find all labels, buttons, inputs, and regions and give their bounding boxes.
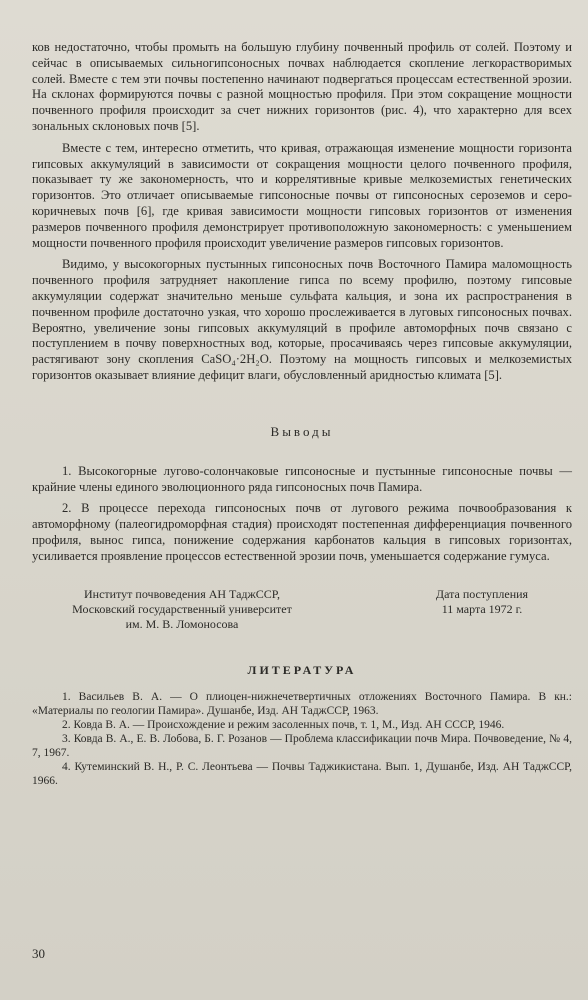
institution-line-2: Московский государственный университет: [72, 601, 292, 616]
affiliation-block: [32, 587, 572, 647]
conclusion-item-2: 2. В процессе перехода гипсоносных почв от лугового режима почвообразования к автоморфному (палеогидроморфная стадия) происходят постепенная дифференциация почвенного профиля, вынос гипса, понижение содержания карбонатов кальция в гипсовых горизонтах, усиливается проявление процессов естественной эрозии почв, уменьшается содержание гумуса.: [32, 501, 572, 563]
body-paragraph-2: Вместе с тем, интересно отметить, что кривая, отражающая изменение мощности горизонта гипсовых аккумуляций в зависимости от сокращения мощности целого почвенного профиля, показывает ту же закономерность, что и коррелятивные кривые мелкоземистых генетических горизонтов. Это отличает описываемые гипсоносные почвы от гипсоносных сероземов и серо-коричневых почв [6], где кривая зависимости мощности гипсовых горизонтов от изменения размеров почвенного профиля демонстрирует противоположную закономерность: с уменьшением мощности почвенного профиля происходит увеличение размеров гипсовых горизонтов.: [32, 140, 572, 250]
literature-title: ЛИТЕРАТУРА: [247, 662, 357, 677]
reference-item: 3. Ковда В. А., Е. В. Лобова, Б. Г. Розанов — Проблема классификации почв Мира. Почвоведение, № 4, 7, 1967.: [32, 732, 572, 759]
institution-line-3: им. М. В. Ломоносова: [125, 616, 239, 631]
conclusion-item-1: 1. Высокогорные лугово-солончаковые гипсоносные и пустынные гипсоносные почвы — крайние члены единого эволюционного ряда гипсоносных почв Памира.: [32, 463, 572, 494]
reference-item: 2. Ковда В. А. — Происхождение и режим засоленных почв, т. 1, М., Изд. АН СССР, 1946.: [62, 718, 505, 731]
reference-item: 1. Васильев В. А. — О плиоцен-нижнечетвертичных отложениях Восточного Памира. В кн.: «Материалы по геологии Памира». Душанбе, Изд. АН ТаджССР, 1963.: [32, 690, 572, 717]
page-content: [32, 40, 572, 788]
institution: [32, 587, 332, 632]
body-paragraph-1: ков недостаточно, чтобы промыть на большую глубину почвенный профиль от солей. Поэтому и сейчас в описываемых сильногипсоносных почвах наблюдается скопление легкорастворимых солей. Вместе с тем эти почвы постепенно начинают подвергаться процессам естественной эрозии. На склонах формируются почвы с разной мощностью профиля. При этом сокращение мощности почвенного профиля происходит за счет нижних горизонтов (рис. 4), что характерно для всех зональных склоновых почв [5].: [32, 40, 572, 133]
institution-line-1: Институт почвоведения АН ТаджССР,: [84, 586, 280, 601]
body-paragraph-3: Видимо, у высокогорных пустынных гипсоносных почв Восточного Памира маломощность почвенного профиля затрудняет накопление гипса по всему профилю, поэтому гипсовые аккумуляции содержат значительно меньше сульфата кальция, и зона их распространения в почвенном профиле достаточно узкая, что хорошо прослеживается в луговых гипсоносных почвах. Вероятно, увеличение зоны гипсовых аккумуляций в профиле автоморфных почв связано с поступлением в почву поверхностных вод, которые, просачиваясь через гипсовые аккумуляции, растягивают зону скопления CaSO₄·2H₂O. Поэтому на мощность гипсовых и мелкоземистых горизонтов оказывает влияние дефицит влаги, обусловленный аридностью климата [5].: [32, 257, 572, 382]
page-number: 30: [32, 946, 45, 961]
received-label: Дата поступления: [435, 586, 529, 601]
received-date: [402, 587, 562, 617]
received-value: 11 марта 1972 г.: [441, 601, 523, 616]
conclusions-title: Выводы: [270, 423, 334, 439]
reference-item: 4. Кутеминский В. Н., Р. С. Леонтьева — Почвы Таджикистана. Вып. 1, Душанбе, Изд. АН ТаджССР, 1966.: [32, 760, 572, 787]
